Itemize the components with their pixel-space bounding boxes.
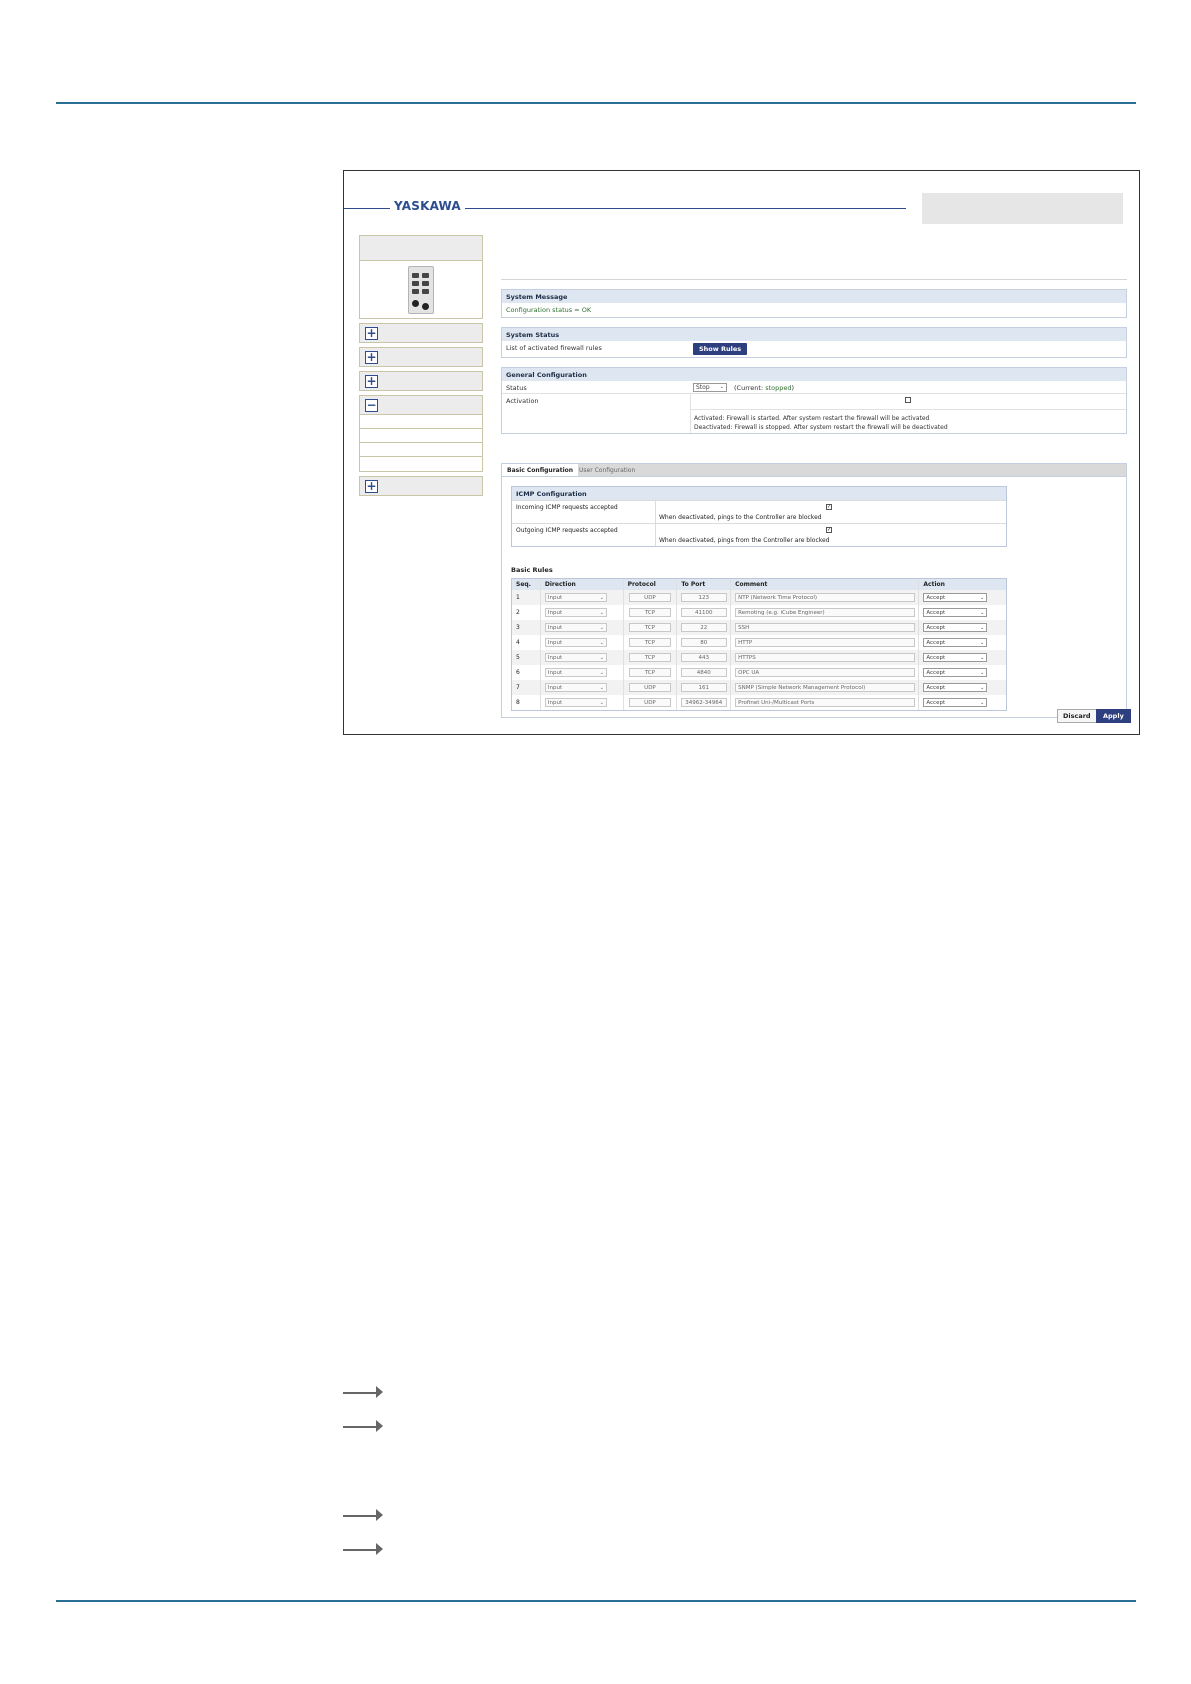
port-field[interactable]: 22 [681,623,727,632]
chevron-down-icon: ⌄ [719,384,724,390]
divider [690,394,691,433]
chevron-down-icon: ⌄ [599,610,604,616]
comment-cell [730,620,918,635]
arrow-right-icon [343,1508,383,1520]
status-value: Stop [696,384,710,391]
protocol-field[interactable]: UDP [629,683,671,692]
comment-cell [730,695,918,710]
incoming-label: Incoming ICMP requests accepted [516,504,618,511]
activated-text: Activated: Firewall is started. After system restart the firewall will be activated [694,415,930,422]
comment-field[interactable]: SNMP (Simple Network Management Protocol) [735,683,915,692]
port-cell [676,620,730,635]
tab-bar [501,463,1127,477]
plus-icon[interactable]: + [366,479,377,493]
direction-value: Input [547,700,563,706]
direction-value: Input [547,610,563,616]
direction-cell [540,665,623,680]
direction-value: Input [547,625,563,631]
sidebar-subitem[interactable] [360,443,482,457]
panel-title: ICMP Configuration [512,487,1006,500]
firewall-rules-label: List of activated firewall rules [506,344,602,352]
table-row [512,590,1006,605]
sidebar-subitems [359,415,483,472]
show-rules-button[interactable]: Show Rules [693,343,747,355]
action-cell [918,635,1006,650]
port-field[interactable]: 123 [681,593,727,602]
comment-cell [730,605,918,620]
plus-icon[interactable]: + [366,350,377,364]
system-status-panel [501,327,1127,358]
port-cell [676,590,730,605]
arrow-right-icon [343,1385,383,1397]
sidebar-subitem[interactable] [360,415,482,429]
sidebar-item-2[interactable] [359,347,483,367]
tab-basic-configuration[interactable]: Basic Configuration [502,464,578,477]
chevron-down-icon: ⌄ [980,670,985,676]
direction-select[interactable] [545,623,607,632]
column-header: To Port [676,579,730,590]
connector-icon [422,303,429,310]
action-select[interactable] [923,623,987,632]
protocol-field[interactable]: TCP [629,653,671,662]
port-icon [412,289,419,294]
port-field[interactable]: 161 [681,683,727,692]
column-header: Comment [730,579,918,590]
direction-select[interactable] [545,683,607,692]
sidebar-header [359,235,483,261]
direction-select[interactable] [545,668,607,677]
table-row [512,620,1006,635]
sidebar [359,235,483,496]
activation-label: Activation [506,397,539,405]
discard-button[interactable]: Discard [1057,709,1097,723]
column-header: Protocol [623,579,677,590]
chevron-down-icon: ⌄ [599,595,604,601]
seq-cell: 7 [516,684,520,691]
configuration-status: Configuration status = OK [506,306,592,314]
action-cell [918,620,1006,635]
column-header: Seq. [516,581,531,588]
port-field[interactable]: 34962-34964 [681,698,727,707]
comment-field[interactable]: HTTP [735,638,915,647]
sidebar-item-3[interactable] [359,371,483,391]
incoming-icmp-checkbox[interactable]: ✓ [827,504,832,510]
comment-field[interactable]: Remoting (e.g. iCube Engineer) [735,608,915,617]
direction-cell [540,635,623,650]
direction-select[interactable] [545,593,607,602]
direction-select[interactable] [545,608,607,617]
action-select[interactable] [923,638,987,647]
comment-cell [730,680,918,695]
panel-title: General Configuration [502,368,1126,381]
table-row [512,635,1006,650]
direction-cell [540,650,623,665]
bottom-rule [56,1600,1136,1602]
direction-cell [540,590,623,605]
divider [690,409,1126,410]
port-field[interactable]: 443 [681,653,727,662]
comment-cell [730,650,918,665]
protocol-cell [623,605,677,620]
protocol-cell [623,590,677,605]
seq-cell: 2 [516,609,520,616]
direction-value: Input [547,595,563,601]
action-select[interactable] [923,608,987,617]
current-value: stopped [765,384,792,392]
device-image [359,261,483,319]
comment-field[interactable]: SSH [735,623,915,632]
chevron-down-icon: ⌄ [599,655,604,661]
seq-cell: 5 [516,654,520,661]
sidebar-subitem[interactable] [360,457,482,471]
seq-cell: 8 [516,699,520,706]
direction-cell [540,680,623,695]
current-status [734,384,794,392]
header-box [922,193,1123,224]
chevron-down-icon: ⌄ [980,595,985,601]
comment-field[interactable]: OPC UA [735,668,915,677]
port-icon [422,273,429,278]
system-message-panel [501,289,1127,318]
outgoing-label: Outgoing ICMP requests accepted [516,527,618,534]
comment-cell [730,635,918,650]
port-cell [676,650,730,665]
connector-icon [412,300,419,307]
action-cell [918,650,1006,665]
sidebar-item-5[interactable] [359,476,483,496]
protocol-cell [623,620,677,635]
outgoing-icmp-checkbox[interactable]: ✓ [827,527,832,533]
arrow-right-icon [343,1419,383,1431]
chevron-down-icon: ⌄ [980,700,985,706]
incoming-hint: When deactivated, pings to the Controller are blocked [659,514,822,521]
basic-rules-table [511,578,1007,711]
seq-cell: 3 [516,624,520,631]
panel-title: System Message [502,290,1126,303]
action-select[interactable] [923,668,987,677]
direction-value: Input [547,655,563,661]
action-cell [918,665,1006,680]
icmp-outgoing-row [512,523,1006,546]
tab-content [501,476,1127,718]
general-configuration-panel [501,367,1127,434]
port-icon [412,273,419,278]
port-icon [422,281,429,286]
sidebar-item-1[interactable] [359,323,483,343]
sidebar-subitem[interactable] [360,429,482,443]
arrow-right-icon [343,1542,383,1554]
chevron-down-icon: ⌄ [980,625,985,631]
table-row [512,605,1006,620]
divider [655,501,656,523]
status-select[interactable] [693,383,727,392]
chevron-down-icon: ⌄ [980,685,985,691]
port-cell [676,680,730,695]
port-field[interactable]: 41100 [681,608,727,617]
protocol-field[interactable]: UDP [629,698,671,707]
action-value: Accept [926,685,946,691]
direction-value: Input [547,640,563,646]
port-icon [412,281,419,286]
sidebar-item-4-expanded[interactable] [359,395,483,415]
direction-cell [540,605,623,620]
action-select[interactable] [923,683,987,692]
icmp-configuration [511,486,1007,547]
direction-select[interactable] [545,638,607,647]
action-select[interactable] [923,698,987,707]
action-value: Accept [926,670,946,676]
action-value: Accept [926,595,946,601]
protocol-field[interactable]: UDP [629,593,671,602]
chevron-down-icon: ⌄ [599,640,604,646]
deactivated-text: Deactivated: Firewall is stopped. After system restart the firewall will be deactivated [694,424,948,431]
port-field[interactable]: 4840 [681,668,727,677]
column-header: Action [918,579,1006,590]
divider [655,524,656,546]
table-row [512,665,1006,680]
direction-value: Input [547,670,563,676]
action-value: Accept [926,655,946,661]
chevron-down-icon: ⌄ [599,700,604,706]
column-header: Direction [540,579,623,590]
port-cell [676,695,730,710]
comment-field[interactable]: HTTPS [735,653,915,662]
chevron-down-icon: ⌄ [980,610,985,616]
action-value: Accept [926,625,946,631]
action-cell [918,605,1006,620]
port-cell [676,635,730,650]
status-label: Status [506,384,527,392]
chevron-down-icon: ⌄ [599,625,604,631]
basic-rules-title: Basic Rules [511,566,553,574]
apply-button[interactable]: Apply [1096,709,1131,723]
plus-icon[interactable]: + [366,326,377,340]
action-value: Accept [926,700,946,706]
direction-select[interactable] [545,698,607,707]
action-value: Accept [926,610,946,616]
direction-select[interactable] [545,653,607,662]
protocol-field[interactable]: TCP [629,668,671,677]
protocol-cell [623,635,677,650]
action-select[interactable] [923,653,987,662]
port-icon [422,289,429,294]
separator [501,279,1127,280]
port-cell [676,605,730,620]
plus-icon[interactable]: + [366,374,377,388]
action-cell [918,590,1006,605]
action-cell [918,695,1006,710]
seq-cell: 1 [516,594,520,601]
direction-value: Input [547,685,563,691]
table-header [512,579,1006,590]
comment-field[interactable]: Profinet Uni-/Multicast Ports [735,698,915,707]
chevron-down-icon: ⌄ [599,670,604,676]
table-row [512,680,1006,695]
icmp-incoming-row [512,500,1006,523]
outgoing-hint: When deactivated, pings from the Controller are blocked [659,537,830,544]
current-suffix: ) [791,384,795,392]
chevron-down-icon: ⌄ [980,640,985,646]
port-field[interactable]: 80 [681,638,727,647]
comment-cell [730,590,918,605]
screenshot-frame [343,170,1140,735]
yaskawa-logo: YASKAWA [390,199,465,213]
protocol-field[interactable]: TCP [629,623,671,632]
port-cell [676,665,730,680]
protocol-field[interactable]: TCP [629,638,671,647]
protocol-cell [623,680,677,695]
panel-title: System Status [502,328,1126,341]
action-value: Accept [926,640,946,646]
protocol-cell [623,695,677,710]
current-prefix: (Current: [734,384,764,392]
protocol-cell [623,665,677,680]
comment-cell [730,665,918,680]
direction-cell [540,695,623,710]
table-row [512,650,1006,665]
direction-cell [540,620,623,635]
minus-icon[interactable]: − [366,398,377,412]
activation-checkbox[interactable] [905,397,911,403]
seq-cell: 4 [516,639,520,646]
controller-device-icon [408,266,434,314]
action-cell [918,680,1006,695]
comment-field[interactable]: NTP (Network Time Protocol) [735,593,915,602]
protocol-field[interactable]: TCP [629,608,671,617]
tab-user-configuration[interactable]: User Configuration [579,467,636,474]
chevron-down-icon: ⌄ [980,655,985,661]
seq-cell: 6 [516,669,520,676]
top-rule [56,102,1136,104]
action-select[interactable] [923,593,987,602]
table-row [512,695,1006,710]
protocol-cell [623,650,677,665]
chevron-down-icon: ⌄ [599,685,604,691]
